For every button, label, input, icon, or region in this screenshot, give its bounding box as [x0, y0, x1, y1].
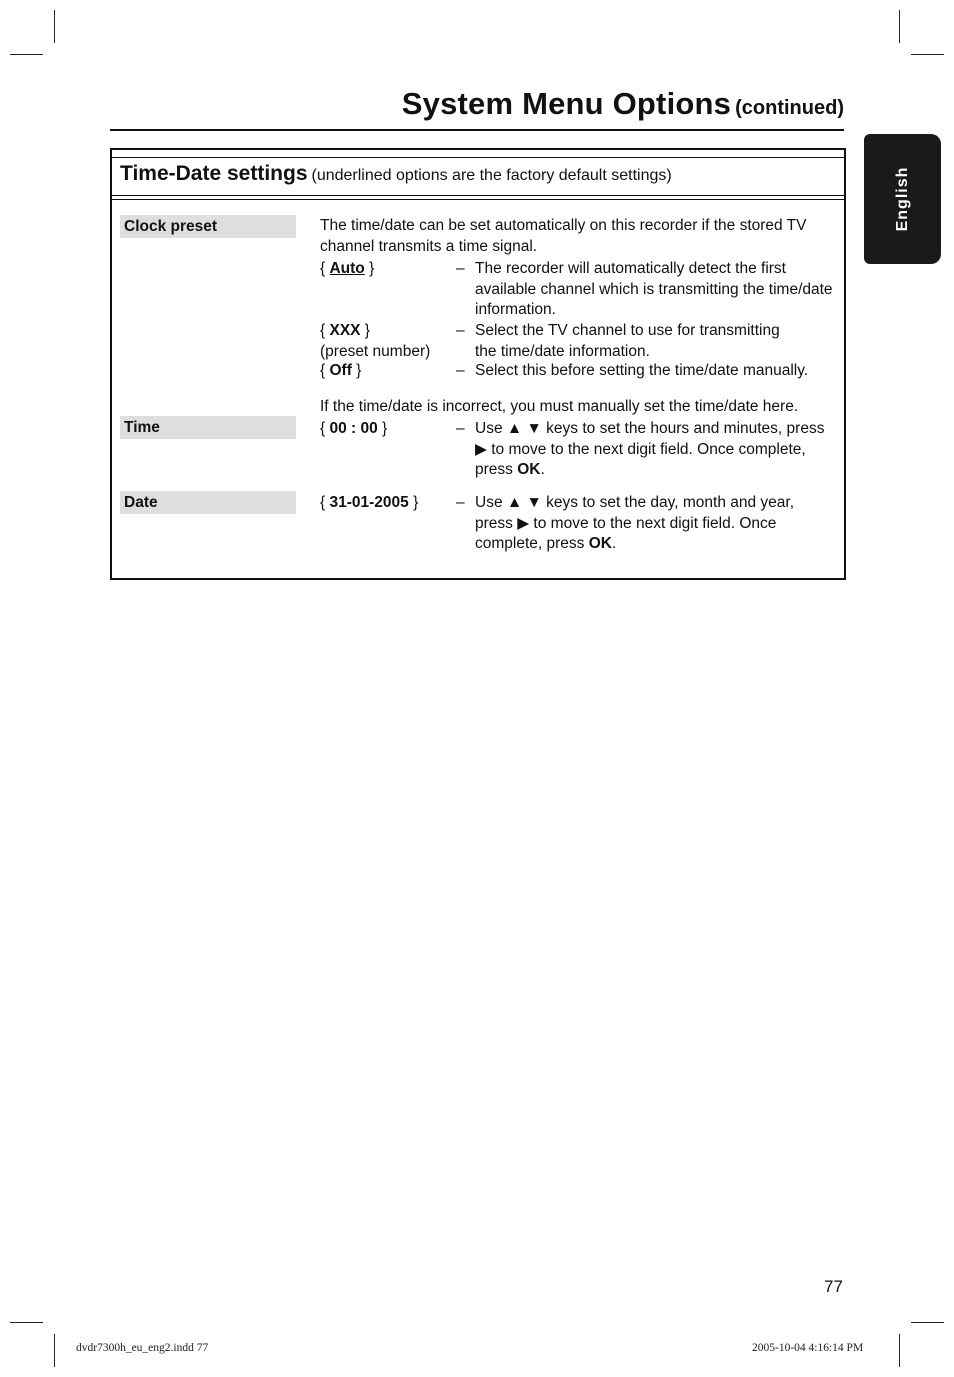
intro-line-2: channel transmits a time signal. [320, 237, 538, 255]
crop-mark [899, 1334, 900, 1367]
footer-file: dvdr7300h_eu_eng2.indd 77 [76, 1342, 209, 1354]
desc-line: press [475, 461, 518, 478]
desc-line: The recorder will automatically detect the first [475, 260, 786, 277]
footer-timestamp: 2005-10-04 4:16:14 PM [752, 1342, 864, 1354]
dash: – [456, 494, 465, 511]
page-title [402, 86, 844, 122]
page-number: 77 [824, 1277, 843, 1296]
time-label: Time [120, 416, 296, 439]
desc-line: Select the TV channel to use for transmitting [475, 322, 780, 339]
dash: – [456, 260, 465, 277]
time-value: { 00 : 00 } [320, 420, 388, 437]
option-off: { Off } [320, 362, 362, 379]
date-value: { 31-01-2005 } [320, 494, 419, 511]
option-off-value: Off [329, 362, 352, 379]
period: . [611, 535, 617, 552]
language-tab [864, 134, 941, 264]
date-label: Date [120, 491, 296, 514]
option-auto-description [475, 259, 840, 321]
desc-line: press ▶ to move to the next digit field. Once [475, 514, 777, 532]
divider [112, 195, 844, 196]
date-value-text: 31-01-2005 [329, 494, 409, 511]
divider [112, 157, 844, 158]
intro-line-1: The time/date can be set automatically on this recorder if the stored TV [320, 217, 807, 234]
date-description [475, 493, 840, 555]
dash: – [456, 322, 465, 339]
option-xxx-sub: (preset number) [320, 342, 431, 360]
page-title-suffix: (continued) [735, 97, 844, 119]
desc-line: information. [475, 301, 556, 318]
section-heading [120, 162, 672, 186]
crop-mark [54, 1334, 55, 1367]
crop-mark [10, 1322, 43, 1323]
section-title: Time-Date settings [120, 162, 308, 185]
settings-table [110, 148, 846, 580]
ok-key: OK [588, 535, 612, 552]
dash: – [456, 420, 465, 437]
manual-note: If the time/date is incorrect, you must manually set the time/date here. [320, 398, 799, 415]
page-title-main: System Menu Options [401, 86, 732, 121]
brace-close: } [364, 260, 375, 277]
option-xxx-description [475, 321, 840, 362]
language-tab-label: English [893, 166, 911, 232]
clock-preset-intro [320, 216, 835, 257]
brace-open: { [320, 260, 330, 277]
ok-key: OK [517, 461, 541, 478]
option-auto [320, 259, 374, 280]
desc-line: the time/date information. [475, 342, 650, 360]
desc-line: complete, press [475, 535, 589, 552]
desc-line: ▶ to move to the next digit field. Once complete, [475, 440, 806, 458]
time-description [475, 419, 840, 481]
option-xxx-value: XXX [329, 322, 361, 339]
period: . [540, 461, 545, 478]
option-auto-value: Auto [329, 260, 365, 277]
crop-mark [899, 10, 900, 43]
time-value-text: 00 : 00 [329, 420, 378, 437]
desc-line: available channel which is transmitting the time/date [475, 280, 833, 298]
clock-preset-label: Clock preset [120, 215, 296, 238]
title-rule [110, 129, 844, 131]
option-xxx: { XXX } (preset number) [320, 322, 431, 360]
divider [112, 199, 844, 200]
crop-mark [10, 54, 43, 55]
option-off-description: Select this before setting the time/date manually. [475, 362, 809, 379]
crop-mark [911, 54, 944, 55]
desc-line: Use ▲ ▼ keys to set the day, month and year, [475, 494, 795, 511]
crop-mark [911, 1322, 944, 1323]
dash: – [456, 362, 465, 379]
crop-mark [54, 10, 55, 43]
desc-line: Use ▲ ▼ keys to set the hours and minutes, press [475, 420, 825, 437]
section-note: (underlined options are the factory default settings) [311, 167, 672, 184]
